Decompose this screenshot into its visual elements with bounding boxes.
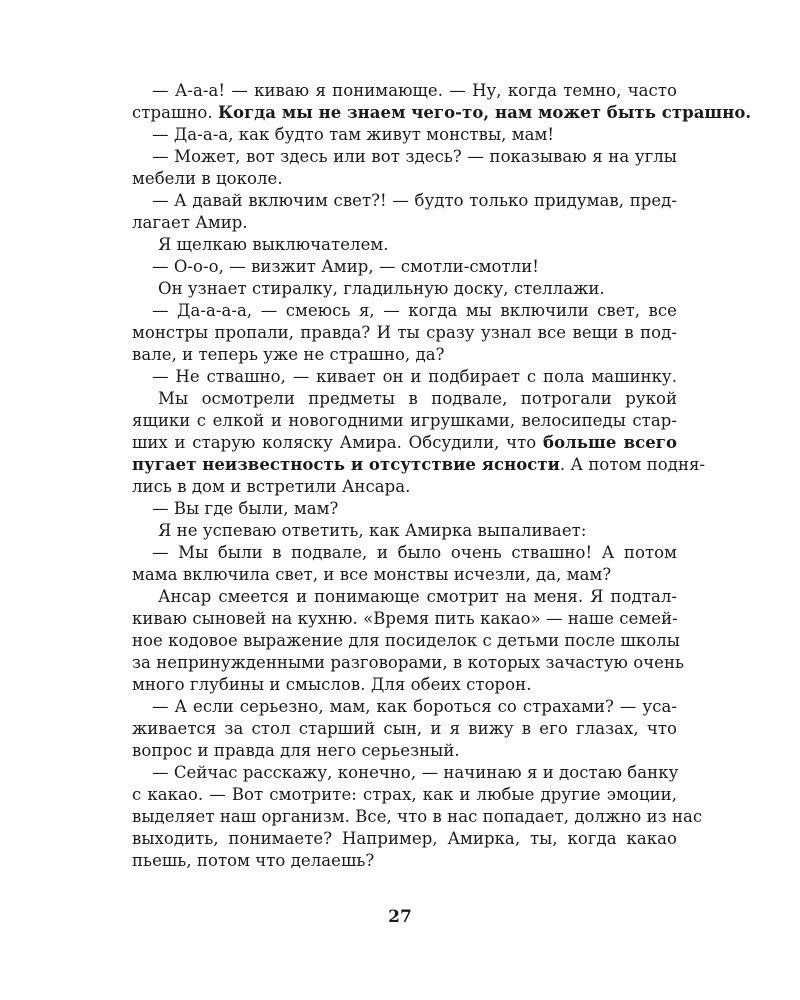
text-run: — Да-а-а-а, — смеюсь я, — когда мы включили свет, все	[152, 301, 677, 320]
text-run: живается за стол старший сын, и я вижу в его глазах, что	[132, 719, 677, 738]
text-line	[132, 388, 677, 410]
text-line	[132, 454, 706, 476]
text-run: ящики с елкой и новогодними игрушками, велосипеды стар-	[132, 411, 677, 430]
text-line	[132, 322, 677, 344]
text-line	[132, 102, 752, 124]
text-run: — Мы были в подвале, и было очень ствашно! А потом	[152, 543, 677, 562]
text-line	[132, 718, 677, 740]
text-run: — Может, вот здесь или вот здесь? — показываю я на углы	[152, 147, 677, 166]
text-run: мебели в цоколе.	[132, 169, 283, 188]
text-line	[132, 410, 677, 432]
text-run: Я щелкаю выключателем.	[158, 235, 389, 254]
text-line	[132, 630, 680, 652]
text-run: мама включила свет, и все монствы исчезли, да, мам?	[132, 565, 612, 584]
text-run: много глубины и смыслов. Для обеих сторон.	[132, 675, 532, 694]
text-run: — Не ствашно, — кивает он и подбирает с пола машинку.	[152, 367, 677, 386]
text-run: монстры пропали, правда? И ты сразу узнал все вещи в под-	[132, 323, 677, 342]
text-run: ное кодовое выражение для посиделок с детьми после школы	[132, 631, 680, 650]
text-line	[132, 80, 677, 102]
text-run: за непринужденными разговорами, в которых зачастую очень	[132, 653, 685, 672]
text-run: — А-а-а! — киваю я понимающе. — Ну, когда темно, часто	[152, 81, 677, 100]
text-line	[132, 124, 677, 146]
text-line	[132, 190, 677, 212]
bold-text-run: больше всего	[543, 433, 677, 452]
text-line	[132, 432, 677, 454]
body-text	[132, 80, 752, 872]
text-line	[132, 696, 677, 718]
text-run: ших и старую коляску Амира. Обсудили, что	[132, 433, 544, 452]
text-line	[132, 344, 677, 366]
text-line	[132, 674, 677, 696]
text-line	[132, 542, 677, 564]
text-line	[132, 806, 703, 828]
text-run: Я не успеваю ответить, как Амирка выпаливает:	[158, 521, 587, 540]
text-line	[132, 520, 677, 542]
text-run: — О-о-о, — визжит Амир, — смотли-смотли!	[152, 257, 539, 276]
text-line	[132, 608, 677, 630]
text-line	[132, 850, 677, 872]
text-line	[132, 146, 677, 168]
text-run: вале, и теперь уже не страшно, да?	[132, 345, 445, 364]
text-run: — Да-а-а, как будто там живут монствы, мам!	[152, 125, 555, 144]
text-line	[132, 784, 677, 806]
bold-text-run: Когда мы не знаем чего-то, нам может быть страшно.	[217, 103, 752, 122]
text-run: — А давай включим свет?! — будто только придумав, пред-	[152, 191, 677, 210]
page-number: 27	[388, 907, 412, 927]
text-run: пьешь, потом что делаешь?	[132, 851, 375, 870]
text-run: лагает Амир.	[132, 213, 248, 232]
text-line	[132, 300, 677, 322]
text-line	[132, 564, 677, 586]
text-line	[132, 278, 677, 300]
text-run: Мы осмотрели предметы в подвале, потрогали рукой	[158, 389, 677, 408]
text-run: лись в дом и встретили Ансара.	[132, 477, 411, 496]
text-line	[132, 652, 685, 674]
text-line	[132, 168, 677, 190]
text-run: киваю сыновей на кухню. «Время пить какао» — наше семей-	[132, 609, 678, 628]
bold-text-run: пугает неизвестность и отсутствие ясности	[132, 455, 560, 474]
text-run: с какао. — Вот смотрите: страх, как и любые другие эмоции,	[132, 785, 677, 804]
text-run: — Сейчас расскажу, конечно, — начинаю я и достаю банку	[152, 763, 679, 782]
text-line	[132, 498, 677, 520]
text-line	[132, 586, 677, 608]
text-line	[132, 366, 677, 388]
text-line	[132, 234, 677, 256]
text-line	[132, 476, 677, 498]
text-run: Ансар смеется и понимающе смотрит на меня. Я подтал-	[158, 587, 677, 606]
text-run: страшно.	[132, 103, 218, 122]
text-run: вопрос и правда для него серьезный.	[132, 741, 460, 760]
text-line	[132, 740, 677, 762]
text-line	[132, 828, 677, 850]
text-run: — Вы где были, мам?	[152, 499, 339, 518]
text-line	[132, 762, 677, 784]
text-run: выделяет наш организм. Все, что в нас попадает, должно из нас	[132, 807, 703, 826]
text-line	[132, 256, 677, 278]
text-line	[132, 212, 677, 234]
text-run: — А если серьезно, мам, как бороться со страхами? — уса-	[152, 697, 677, 716]
text-run: Он узнает стиралку, гладильную доску, стеллажи.	[158, 279, 605, 298]
text-run: выходить, понимаете? Например, Амирка, ты, когда какао	[132, 829, 677, 848]
text-run: . А потом подня-	[559, 455, 706, 474]
